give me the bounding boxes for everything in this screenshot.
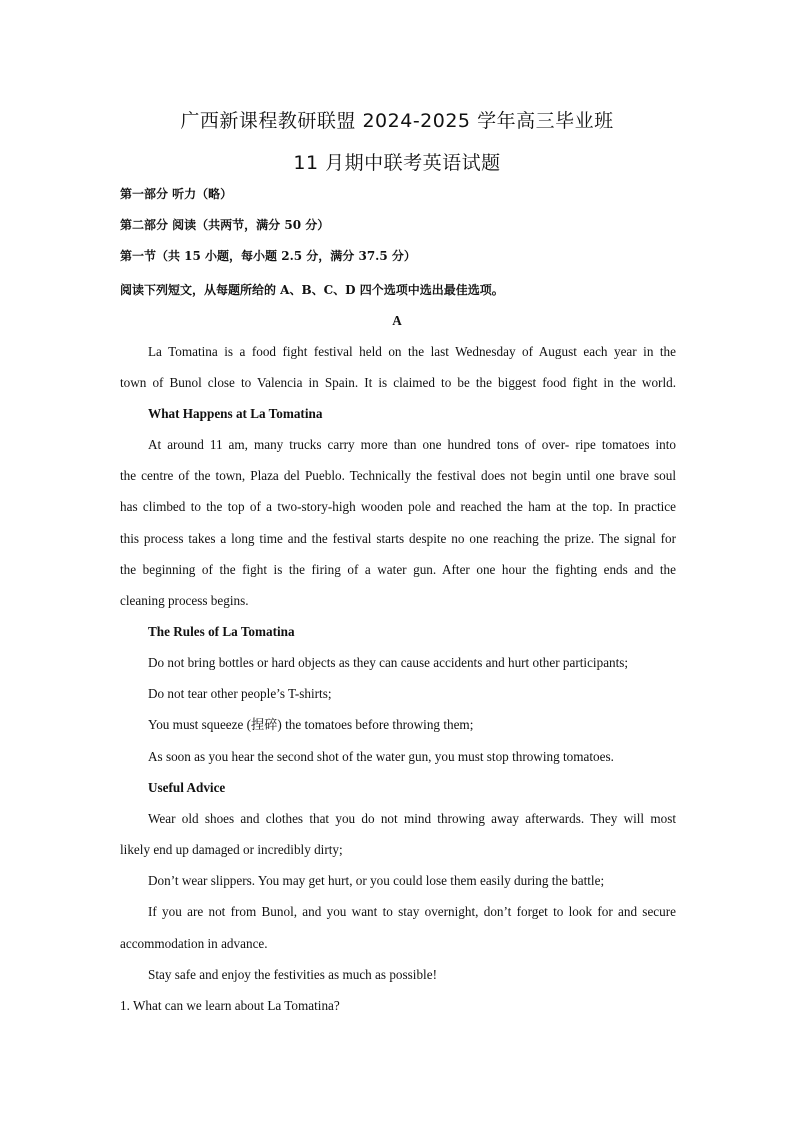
heading-advice: Useful Advice bbox=[148, 780, 226, 795]
heading-rules: The Rules of La Tomatina bbox=[148, 624, 295, 639]
advice-1-line-2: likely end up damaged or incredibly dirty; bbox=[120, 842, 343, 857]
p1-line-3: has climbed to the top of a two-story-high wooden pole and reached the ham at the top. In practice bbox=[120, 499, 676, 514]
advice-2: Don’t wear slippers. You may get hurt, or you could lose them easily during the battle; bbox=[148, 873, 605, 888]
page-title-line2: 11 月期中联考英语试题 bbox=[293, 152, 501, 174]
rule-4: As soon as you hear the second shot of the water gun, you must stop throwing tomatoes. bbox=[148, 749, 614, 764]
rule-1: Do not bring bottles or hard objects as they can cause accidents and hurt other participants; bbox=[148, 655, 629, 670]
intro-line-2: town of Bunol close to Valencia in Spain. It is claimed to be the biggest food fight in the world. bbox=[120, 375, 676, 390]
rule-3: You must squeeze (捏碎) the tomatoes before throwing them; bbox=[148, 717, 474, 732]
intro-line-1: La Tomatina is a food fight festival held on the last Wednesday of August each year in the bbox=[148, 344, 676, 359]
section1-heading: 第一节（共 15 小题，每小题 2.5 分，满分 37.5 分） bbox=[120, 249, 416, 263]
advice-1-line-1: Wear old shoes and clothes that you do not mind throwing away afterwards. They will most bbox=[148, 811, 676, 826]
rule-2: Do not tear other people’s T-shirts; bbox=[148, 686, 332, 701]
heading-what-happens: What Happens at La Tomatina bbox=[148, 406, 323, 421]
p1-line-6: cleaning process begins. bbox=[120, 593, 249, 608]
p1-line-2: the centre of the town, Plaza del Pueblo. Technically the festival does not begin until one brave soul bbox=[120, 468, 676, 483]
passage-label: A bbox=[392, 313, 402, 328]
instruction-text: 阅读下列短文，从每题所给的 A、B、C、D 四个选项中选出最佳选项。 bbox=[120, 283, 504, 297]
page-title-line1: 广西新课程教研联盟 2024-2025 学年高三毕业班 bbox=[180, 110, 614, 132]
question-1: 1. What can we learn about La Tomatina? bbox=[120, 998, 340, 1013]
advice-3-line-2: accommodation in advance. bbox=[120, 936, 268, 951]
part2-heading: 第二部分 阅读（共两节，满分 50 分） bbox=[120, 218, 330, 232]
p1-line-4: this process takes a long time and the festival starts despite no one reaching the prize. The signal for bbox=[120, 531, 676, 546]
p1-line-5: the beginning of the fight is the firing of a water gun. After one hour the fighting ends and the bbox=[120, 562, 676, 577]
closing-line: Stay safe and enjoy the festivities as much as possible! bbox=[148, 967, 437, 982]
part1-heading: 第一部分 听力（略） bbox=[120, 187, 233, 201]
advice-3-line-1: If you are not from Bunol, and you want to stay overnight, don’t forget to look for and secure bbox=[148, 904, 676, 919]
p1-line-1: At around 11 am, many trucks carry more than one hundred tons of over- ripe tomatoes into bbox=[148, 437, 676, 452]
